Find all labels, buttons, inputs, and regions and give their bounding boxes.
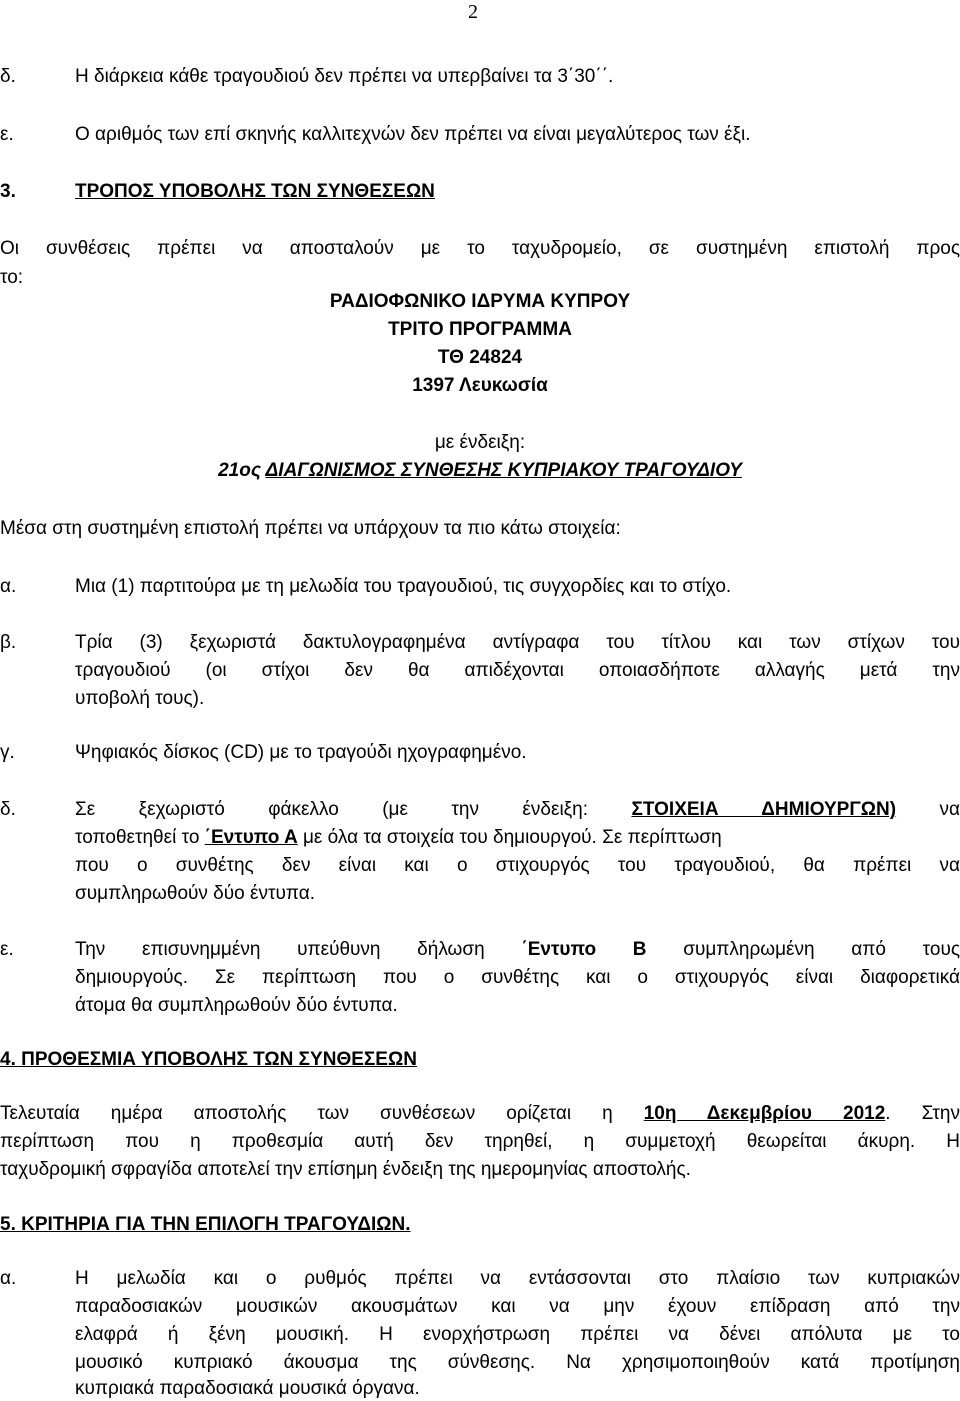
item-text: Τρία (3) ξεχωριστά δακτυλογραφημένα αντίγραφα του τίτλου και των στίχων του [75,632,960,653]
paragraph-line [0,1101,960,1126]
item-label: δ. [0,799,16,820]
item-label: α. [0,1268,17,1289]
text-span: Τελευταία ημέρα αποστολής των συνθέσεων ορίζεται η [0,1103,644,1124]
paragraph-line: Μέσα στη συστημένη επιστολή πρέπει να υπάρχουν τα πιο κάτω στοιχεία: [0,518,621,539]
text-span: τοποθετηθεί το [75,827,205,848]
indication-label: με ένδειξη: [434,432,526,453]
section-number: 3. [0,181,16,202]
address-line: ΤΡΙΤΟ ΠΡΟΓΡΑΜΜΑ [388,319,572,340]
indication-line [0,458,960,483]
item-label: β. [0,632,17,653]
item-text: που ο συνθέτης δεν είναι και ο στιχουργός του τραγουδιού, θα πρέπει να [75,855,960,876]
deadline-date: 10η Δεκεμβρίου 2012 [643,1103,886,1124]
address-line: 1397 Λευκωσία [412,375,548,396]
item-label: α. [0,576,17,597]
paragraph-line: Οι συνθέσεις πρέπει να αποσταλούν με το ταχυδρομείο, σε συστημένη επιστολή προς [0,238,960,259]
address-line: ΤΘ 24824 [437,347,523,368]
section-heading: 5. ΚΡΙΤΗΡΙΑ ΓΙΑ ΤΗΝ ΕΠΙΛΟΓΗ ΤΡΑΓΟΥΔΙΩΝ. [0,1214,411,1235]
section-heading: 4. ΠΡΟΘΕΣΜΙΑ ΥΠΟΒΟΛΗΣ ΤΩΝ ΣΥΝΘΕΣΕΩΝ [0,1049,417,1070]
item-label: ε. [0,939,14,960]
item-text: συμπληρωθούν δύο έντυπα. [75,883,315,904]
section-heading: ΤΡΟΠΟΣ ΥΠΟΒΟΛΗΣ ΤΩΝ ΣΥΝΘΕΣΕΩΝ [75,181,435,202]
text-span: συμπληρωμένη από τους [646,939,960,960]
item-text: Μια (1) παρτιτούρα με τη μελωδία του τραγουδιού, τις συγχορδίες και το στίχο. [75,576,732,597]
item-text: άτομα θα συμπληρωθούν δύο έντυπα. [75,995,398,1016]
text-span: . Στην [885,1103,960,1124]
item-text [75,937,960,962]
indication-prefix: 21ος [218,460,266,481]
text-span: Την επισυνημμένη υπεύθυνη δήλωση [75,939,522,960]
item-text: μουσικό κυπριακό άκουσμα της σύνθεσης. Να χρησιμοποιηθούν κατά προτίμηση [75,1352,960,1373]
item-text: Ψηφιακός δίσκος (CD) με το τραγούδι ηχογραφημένο. [75,742,527,763]
text-span: να [896,799,960,820]
indication-text: ΔΙΑΓΩΝΙΣΜΟΣ ΣΥΝΘΕΣΗΣ ΚΥΠΡΙΑΚΟΥ ΤΡΑΓΟΥΔΙΟΥ [265,460,742,481]
address-line: ΡΑΔΙΟΦΩΝΙΚΟ ΙΔΡΥΜΑ ΚΥΠΡΟΥ [329,291,631,312]
item-text: Ο αριθμός των επί σκηνής καλλιτεχνών δεν πρέπει να είναι μεγαλύτερος των έξι. [75,124,751,145]
page-number: 2 [468,1,478,23]
item-text: ελαφρά ή ξένη μουσική. Η ενορχήστρωση πρέπει να δένει απόλυτα με το [75,1324,960,1345]
emphasis-text: ΄Εντυπο Β [521,939,647,960]
item-text: κυπριακά παραδοσιακά μουσικά όργανα. [75,1378,420,1399]
item-text: δημιουργούς. Σε περίπτωση που ο συνθέτης και ο στιχουργός είναι διαφορετικά [75,967,960,988]
item-label: ε. [0,124,14,145]
item-text: υποβολή τους). [75,688,205,709]
item-text: Η διάρκεια κάθε τραγουδιού δεν πρέπει να υπερβαίνει τα 3΄30΄΄. [75,66,614,87]
item-text: παραδοσιακών μουσικών ακουσμάτων και να μην έχουν επίδραση από την [75,1296,960,1317]
text-span: Σε ξεχωριστό φάκελλο (με την ένδειξη: [75,799,632,820]
paragraph-line: περίπτωση που η προθεσμία αυτή δεν τηρηθεί, η συμμετοχή θεωρείται άκυρη. Η [0,1131,960,1152]
item-label: γ. [0,742,15,763]
paragraph-line: ταχυδρομική σφραγίδα αποτελεί την επίσημη ένδειξη της ημερομηνίας αποστολής. [0,1159,691,1180]
item-text: Η μελωδία και ο ρυθμός πρέπει να εντάσσονται στο πλαίσιο των κυπριακών [75,1268,960,1289]
emphasis-text: ΣΤΟΙΧΕΙΑ ΔΗΜΙΟΥΡΓΩΝ) [631,799,897,820]
item-text [75,825,960,850]
paragraph-line: το: [0,267,24,288]
text-span: με όλα τα στοιχεία του δημιουργού. Σε περίπτωση [297,827,722,848]
emphasis-text: ΄Εντυπο Α [204,827,298,848]
item-label: δ. [0,66,16,87]
item-text [75,797,960,822]
item-text: τραγουδιού (οι στίχοι δεν θα απιδέχονται οποιασδήποτε αλλαγής μετά την [75,660,960,681]
